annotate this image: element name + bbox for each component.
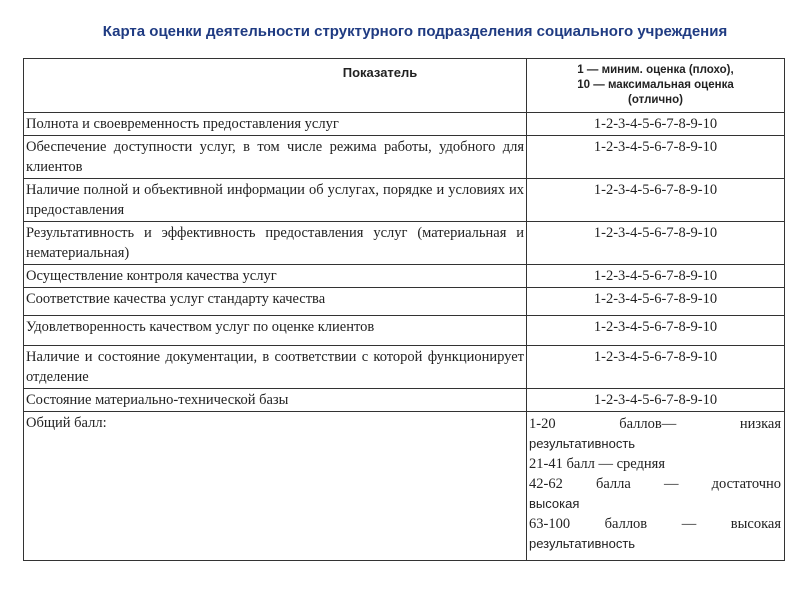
range-top-line2: результативность: [529, 536, 636, 551]
table-row: [24, 346, 785, 389]
table-row: [24, 179, 785, 222]
table-row: [24, 113, 785, 136]
range-low-line2: результативность: [529, 436, 636, 451]
evaluation-table: [23, 58, 785, 561]
range-low-line1: 1-20 баллов— низкая: [529, 416, 781, 432]
page-title: Карта оценки деятельности структурного подразделения социального учреждения: [102, 23, 728, 40]
header-indicator: Показатель: [342, 65, 418, 80]
header-indicator-cell: [24, 59, 527, 113]
range-top-line1: 63-100 баллов — высокая: [529, 516, 781, 532]
row-score: 1-2-3-4-5-6-7-8-9-10: [593, 291, 718, 307]
header-scale-cell: [527, 59, 785, 113]
table-row: [24, 136, 785, 179]
table-row: [24, 316, 785, 346]
table-header-row: [24, 59, 785, 113]
total-row: [24, 412, 785, 561]
range-high-line2: высокая: [529, 496, 580, 511]
row-score: 1-2-3-4-5-6-7-8-9-10: [593, 182, 718, 198]
row-label: Наличие и состояние документации, в соответствии с которой функционирует отделение: [26, 349, 524, 385]
range-high-line1: 42-62 балла — достаточно: [529, 476, 781, 492]
total-label: Общий балл:: [26, 415, 107, 431]
total-ranges: [527, 412, 784, 560]
row-label: Полнота и своевременность предоставления услуг: [26, 116, 339, 132]
table-row: [24, 288, 785, 316]
table-row: [24, 222, 785, 265]
row-score: 1-2-3-4-5-6-7-8-9-10: [593, 116, 718, 132]
row-label: Результативность и эффективность предоставления услуг (материальная и нематериальная): [26, 225, 524, 261]
row-score: 1-2-3-4-5-6-7-8-9-10: [593, 225, 718, 241]
row-score: 1-2-3-4-5-6-7-8-9-10: [593, 268, 718, 284]
row-score: 1-2-3-4-5-6-7-8-9-10: [593, 392, 718, 408]
header-scale: [527, 59, 784, 112]
table-row: [24, 265, 785, 288]
table-row: [24, 389, 785, 412]
row-score: 1-2-3-4-5-6-7-8-9-10: [593, 139, 718, 155]
row-label: Соответствие качества услуг стандарту качества: [26, 291, 326, 307]
row-label: Состояние материально-технической базы: [26, 392, 289, 408]
row-score: 1-2-3-4-5-6-7-8-9-10: [593, 319, 718, 335]
row-label: Осуществление контроля качества услуг: [26, 268, 277, 284]
range-medium: 21-41 балл — средняя: [529, 456, 666, 472]
row-score: 1-2-3-4-5-6-7-8-9-10: [593, 349, 718, 365]
row-label: Удовлетворенность качеством услуг по оценке клиентов: [26, 319, 375, 335]
header-scale-line3: (отлично): [628, 94, 683, 106]
row-label: Обеспечение доступности услуг, в том числе режима работы, удобного для клиентов: [26, 139, 524, 175]
header-scale-line1: 1 — миним. оценка (плохо),: [577, 64, 734, 76]
header-scale-line2: 10 — максимальная оценка: [577, 79, 734, 91]
row-label: Наличие полной и объективной информации об услугах, порядке и условиях их предоставления: [26, 182, 524, 218]
